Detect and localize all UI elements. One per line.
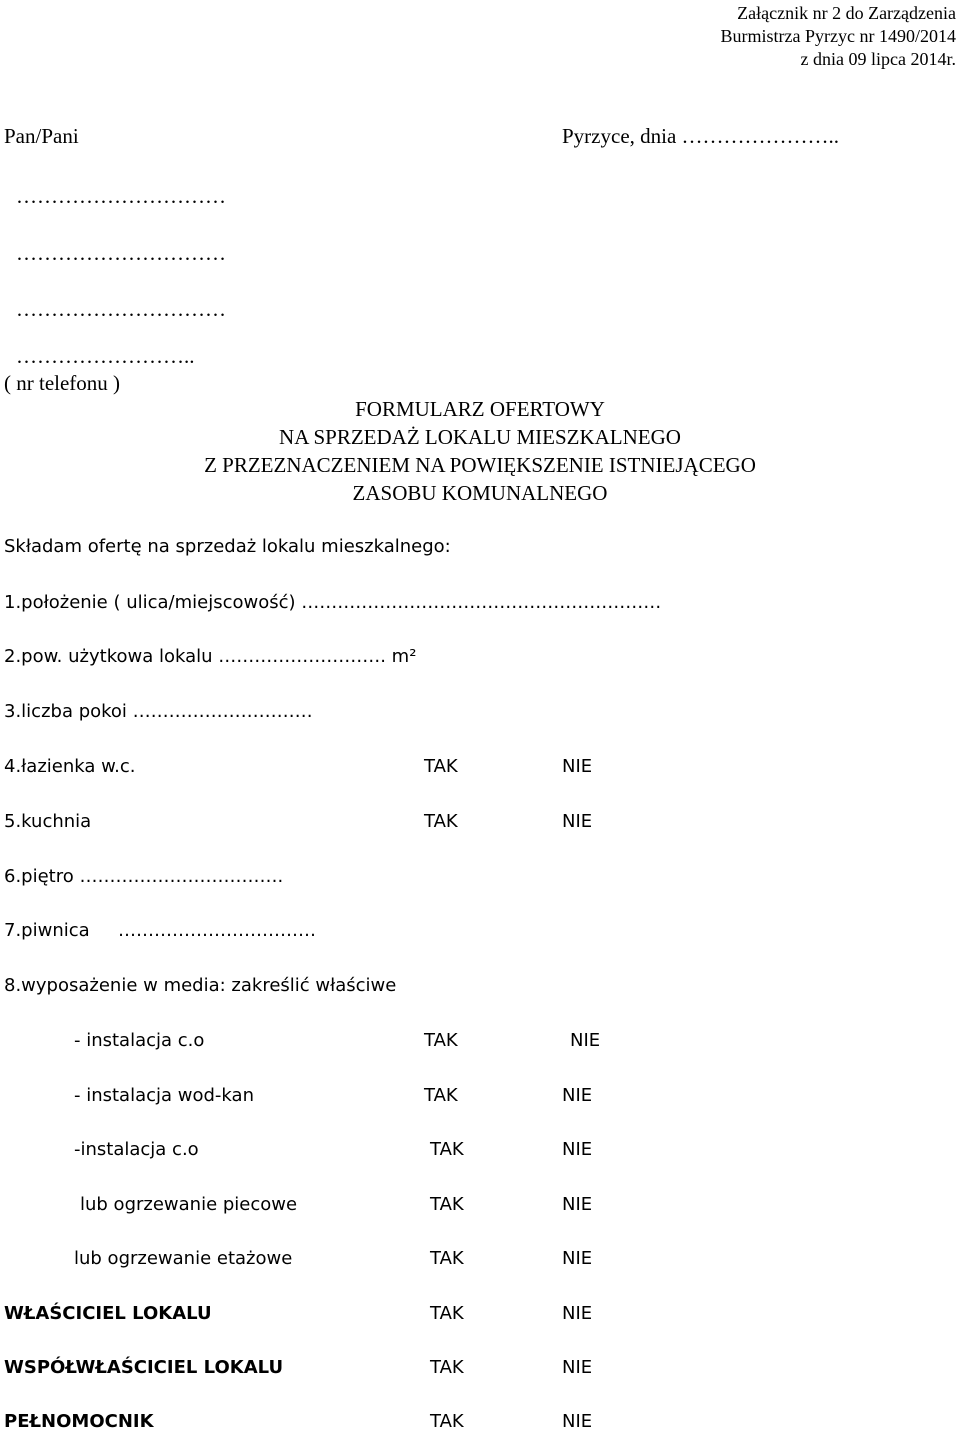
field-basement: 7.piwnica [4,920,90,941]
role-owner-yes: TAK [430,1303,464,1324]
media-heating-no: NIE [570,1030,601,1051]
media-floor-heating-no: NIE [562,1248,593,1269]
role-co-owner-no: NIE [562,1357,593,1378]
kitchen-no: NIE [562,811,593,832]
field-utilities: 8.wyposażenie w media: zakreślić właściwe [4,975,397,996]
media-stove-yes: TAK [430,1194,464,1215]
address-dots-3: ………………………… [16,297,226,321]
title-line-1: FORMULARZ OFERTOWY [355,397,605,421]
media-water: - instalacja wod-kan [74,1085,254,1106]
role-owner: WŁAŚCICIEL LOKALU [4,1303,212,1324]
address-dots-2: ………………………… [16,241,226,265]
title-line-2: NA SPRZEDAŻ LOKALU MIESZKALNEGO [279,425,681,449]
media-heating-yes: TAK [424,1030,458,1051]
phone-label: ( nr telefonu ) [4,371,121,395]
role-proxy: PEŁNOMOCNIK [4,1411,154,1432]
field-kitchen: 5.kuchnia [4,811,92,832]
role-co-owner: WSPÓŁWŁAŚCICIEL LOKALU [4,1357,284,1378]
role-proxy-no: NIE [562,1411,593,1432]
role-owner-no: NIE [562,1303,593,1324]
media-stove: lub ogrzewanie piecowe [80,1194,298,1215]
role-proxy-yes: TAK [430,1411,464,1432]
media-heating-2: -instalacja c.o [74,1139,199,1160]
media-heating-2-no: NIE [562,1139,593,1160]
media-heating: - instalacja c.o [74,1030,205,1051]
address-dots-4: …………………….. [16,344,195,368]
address-dots-1: ………………………… [16,184,226,208]
field-bathroom: 4.łazienka w.c. [4,756,136,777]
title-line-4: ZASOBU KOMUNALNEGO [352,481,608,505]
annex-line-2: Burmistrza Pyrzyc nr 1490/2014 [720,26,956,46]
media-floor-heating: lub ogrzewanie etażowe [74,1248,293,1269]
intro-text: Składam ofertę na sprzedaż lokalu mieszkalnego: [4,536,451,557]
field-location: 1.położenie ( ulica/miejscowość) …………………………………………………… [4,592,662,613]
place-date: Pyrzyce, dnia ………………….. [562,124,840,148]
media-stove-no: NIE [562,1194,593,1215]
addressee-label: Pan/Pani [4,124,79,148]
media-water-yes: TAK [424,1085,458,1106]
kitchen-yes: TAK [424,811,458,832]
bathroom-yes: TAK [424,756,458,777]
field-rooms: 3.liczba pokoi ………………………… [4,701,313,722]
role-co-owner-yes: TAK [430,1357,464,1378]
annex-line-3: z dnia 09 lipca 2014r. [800,49,956,69]
media-floor-heating-yes: TAK [430,1248,464,1269]
title-line-3: Z PRZEZNACZENIEM NA POWIĘKSZENIE ISTNIEJĄCEGO [204,453,756,477]
field-floor: 6.piętro ……………………………. [4,866,284,887]
basement-dots: …………………………… [118,920,316,941]
bathroom-no: NIE [562,756,593,777]
media-water-no: NIE [562,1085,593,1106]
annex-line-1: Załącznik nr 2 do Zarządzenia [737,3,956,23]
field-area: 2.pow. użytkowa lokalu ………………………. m² [4,646,417,667]
media-heating-2-yes: TAK [430,1139,464,1160]
